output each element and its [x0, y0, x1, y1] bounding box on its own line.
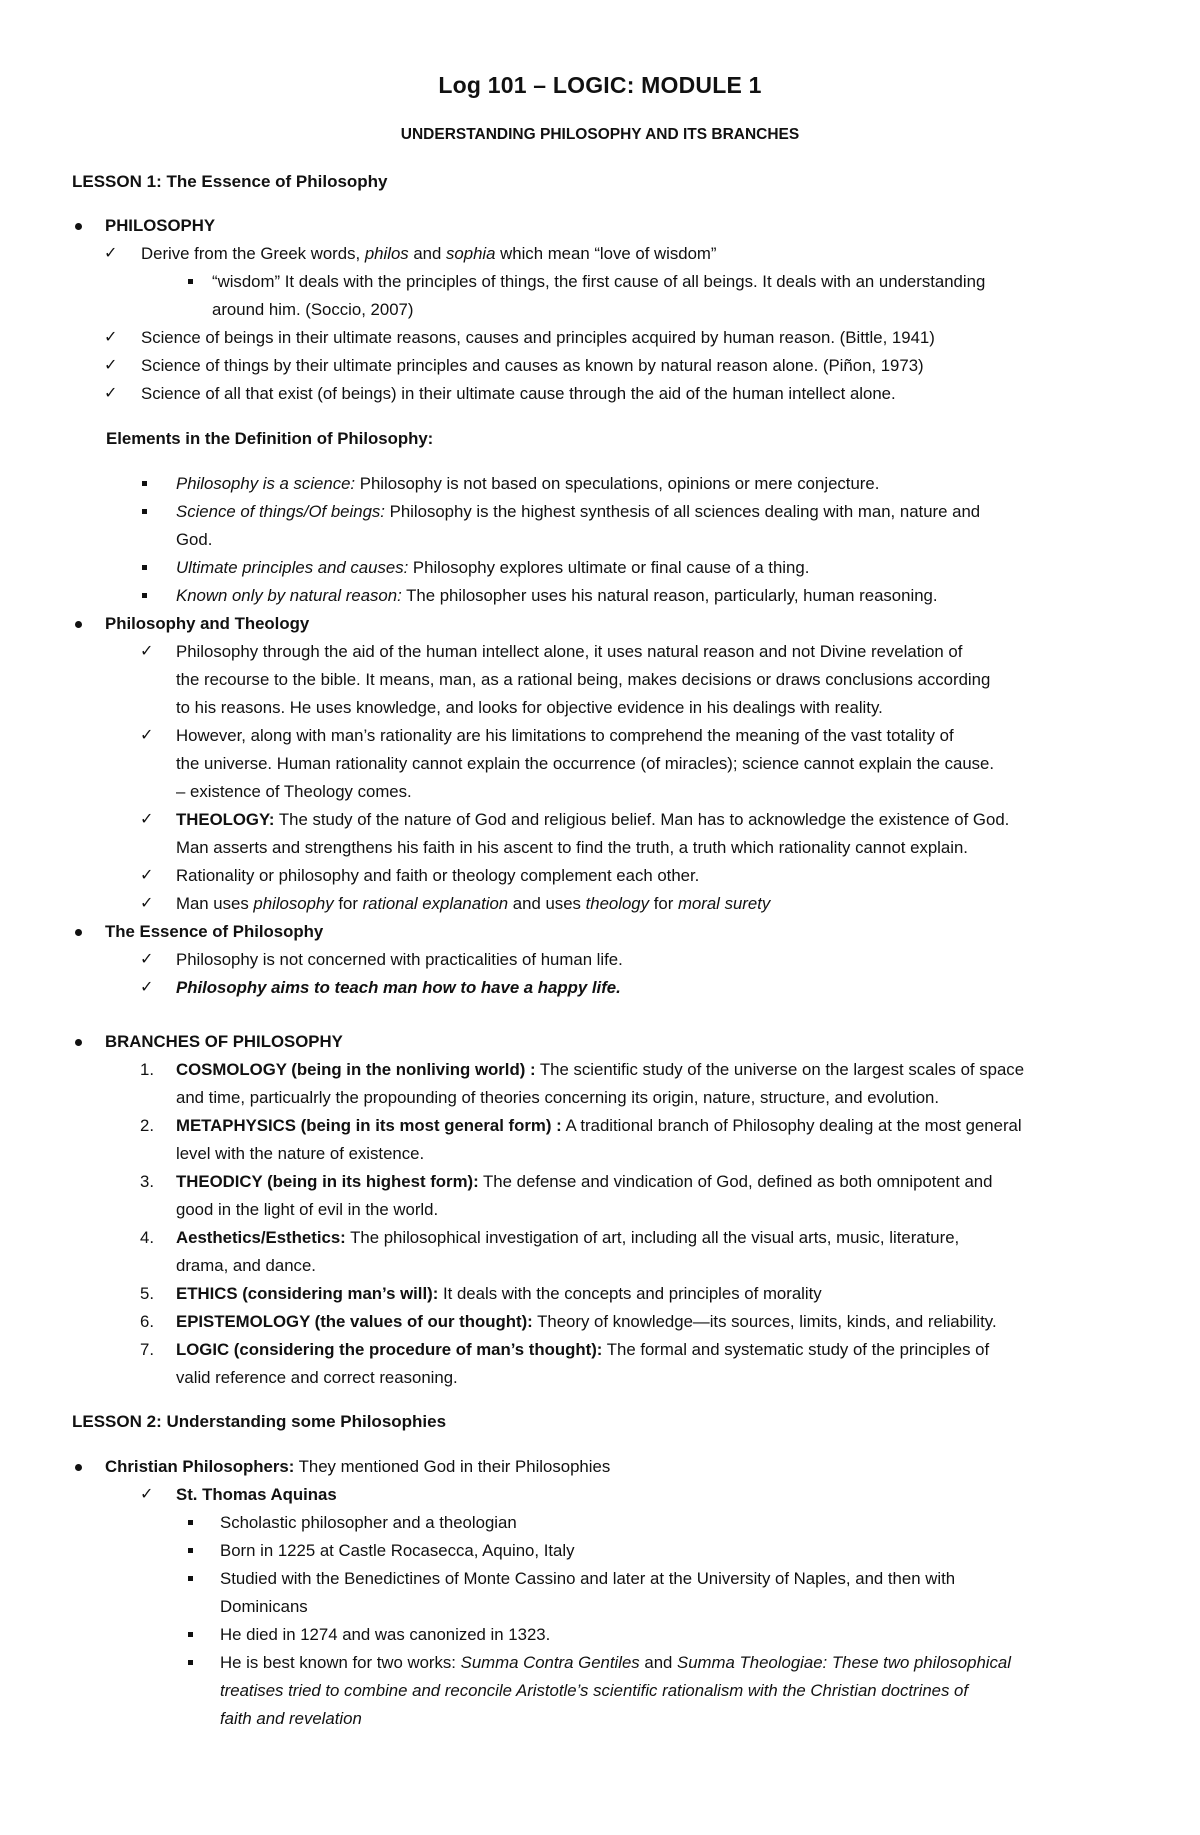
branch-7-line-2: valid reference and correct reasoning. [176, 1368, 458, 1387]
wisdom-line-1: “wisdom” It deals with the principles of things, the first cause of all beings. It deals with an understanding [212, 272, 986, 291]
theology-3-line-2: Man asserts and strengthens his faith in his ascent to find the truth, a truth which rationality cannot explain. [176, 838, 968, 857]
checkmark-icon: ✓ [104, 385, 118, 402]
aquinas-3-line-1: Studied with the Benedictines of Monte Cassino and later at the University of Naples, and then with [220, 1569, 956, 1588]
theology-2-line-1: However, along with man’s rationality are his limitations to comprehend the meaning of the vast totality of [176, 726, 954, 745]
branch-4-number: 4. [140, 1228, 154, 1247]
checkmark-icon: ✓ [104, 329, 118, 346]
theology-1-line-1: Philosophy through the aid of the human intellect alone, it uses natural reason and not Divine revelation of [176, 642, 963, 661]
element-3: Ultimate principles and causes: Philosophy explores ultimate or final cause of a thing. [176, 558, 810, 577]
essence-1: Philosophy is not concerned with practicalities of human life. [176, 950, 623, 969]
bullet-icon [75, 1464, 82, 1471]
branch-7-line-1: LOGIC (considering the procedure of man’s thought): The formal and systematic study of the principles of [176, 1340, 990, 1359]
square-bullet-icon [188, 1632, 193, 1637]
branch-2-number: 2. [140, 1116, 154, 1135]
square-bullet-icon [188, 1576, 193, 1581]
aquinas-1: Scholastic philosopher and a theologian [220, 1513, 517, 1532]
branch-3-line-1: THEODICY (being in its highest form): The defense and vindication of God, defined as both omnipotent and [176, 1172, 993, 1191]
branch-2-line-1: METAPHYSICS (being in its most general form) : A traditional branch of Philosophy dealing at the most general [176, 1116, 1022, 1135]
lesson-2-heading: LESSON 2: Understanding some Philosophies [72, 1412, 447, 1431]
checkmark-icon: ✓ [140, 1486, 154, 1503]
definition-2: Science of beings in their ultimate reasons, causes and principles acquired by human reason. (Bittle, 1941) [141, 328, 935, 347]
checkmark-icon: ✓ [140, 811, 154, 828]
aquinas-4: He died in 1274 and was canonized in 1323. [220, 1625, 551, 1644]
element-1: Philosophy is a science: Philosophy is not based on speculations, opinions or mere conjecture. [176, 474, 880, 493]
checkmark-icon: ✓ [140, 895, 154, 912]
branch-1-line-1: COSMOLOGY (being in the nonliving world) : The scientific study of the universe on the largest scales of space [176, 1060, 1025, 1079]
bullet-icon [75, 223, 82, 230]
aquinas-5-line-3: faith and revelation [220, 1709, 362, 1728]
theology-4: Rationality or philosophy and faith or theology complement each other. [176, 866, 700, 885]
branch-1-line-2: and time, particualrly the propounding of theories concerning its origin, nature, structure, and evolution. [176, 1088, 940, 1107]
philosophy-label: PHILOSOPHY [105, 216, 216, 235]
definition-3: Science of things by their ultimate principles and causes as known by natural reason alone. (Piñon, 1973) [141, 356, 924, 375]
theology-2-line-2: the universe. Human rationality cannot explain the occurrence (of miracles); science cannot explain the cause. [176, 754, 995, 773]
aquinas-2: Born in 1225 at Castle Rocasecca, Aquino, Italy [220, 1541, 575, 1560]
aquinas-3-line-2: Dominicans [220, 1597, 308, 1616]
theology-1-line-2: the recourse to the bible. It means, man, as a rational being, makes decisions or draws conclusions according [176, 670, 991, 689]
branch-6-line-1: EPISTEMOLOGY (the values of our thought): Theory of knowledge—its sources, limits, kinds, and reliability. [176, 1312, 997, 1331]
element-2-cont: God. [176, 530, 213, 549]
branch-3-number: 3. [140, 1172, 154, 1191]
square-bullet-icon [188, 1660, 193, 1665]
checkmark-icon: ✓ [140, 979, 154, 996]
bullet-icon [75, 621, 82, 628]
branch-5-number: 5. [140, 1284, 154, 1303]
square-bullet-icon [142, 509, 147, 514]
lesson-1-heading: LESSON 1: The Essence of Philosophy [72, 172, 388, 191]
theology-3-line-1: THEOLOGY: The study of the nature of God and religious belief. Man has to acknowledge the existence of God. [176, 810, 1010, 829]
square-bullet-icon [142, 593, 147, 598]
bullet-icon [75, 929, 82, 936]
branch-1-number: 1. [140, 1060, 154, 1079]
checkmark-icon: ✓ [140, 727, 154, 744]
aquinas-label: St. Thomas Aquinas [176, 1485, 337, 1504]
square-bullet-icon [188, 279, 193, 284]
branch-7-number: 7. [140, 1340, 154, 1359]
essence-label: The Essence of Philosophy [105, 922, 324, 941]
wisdom-line-2: around him. (Soccio, 2007) [212, 300, 414, 319]
elements-heading: Elements in the Definition of Philosophy: [106, 429, 434, 448]
square-bullet-icon [188, 1548, 193, 1553]
square-bullet-icon [142, 565, 147, 570]
christian-philosophers: Christian Philosophers: They mentioned God in their Philosophies [105, 1457, 611, 1476]
checkmark-icon: ✓ [104, 245, 118, 262]
element-2: Science of things/Of beings: Philosophy is the highest synthesis of all sciences dealing with man, nature and [176, 502, 981, 521]
theology-2-line-3: – existence of Theology comes. [176, 782, 412, 801]
branches-label: BRANCHES OF PHILOSOPHY [105, 1032, 343, 1051]
theology-1-line-3: to his reasons. He uses knowledge, and looks for objective evidence in his dealings with reality. [176, 698, 883, 717]
branch-6-number: 6. [140, 1312, 154, 1331]
branch-3-line-2: good in the light of evil in the world. [176, 1200, 439, 1219]
checkmark-icon: ✓ [140, 867, 154, 884]
branch-4-line-1: Aesthetics/Esthetics: The philosophical investigation of art, including all the visual arts, music, literature, [176, 1228, 960, 1247]
aquinas-5-line-1: He is best known for two works: Summa Contra Gentiles and Summa Theologiae: These two philosophical [220, 1653, 1011, 1672]
page-subtitle: UNDERSTANDING PHILOSOPHY AND ITS BRANCHES [400, 126, 800, 143]
theology-5: Man uses philosophy for rational explanation and uses theology for moral surety [176, 894, 771, 913]
branch-5-line-1: ETHICS (considering man’s will): It deals with the concepts and principles of morality [176, 1284, 822, 1303]
aquinas-5-line-2: treatises tried to combine and reconcile Aristotle’s scientific rationalism with the Christian doctrines of [220, 1681, 969, 1700]
branch-2-line-2: level with the nature of existence. [176, 1144, 425, 1163]
definition-4: Science of all that exist (of beings) in their ultimate cause through the aid of the human intellect alone. [141, 384, 896, 403]
element-4: Known only by natural reason: The philosopher uses his natural reason, particularly, human reasoning. [176, 586, 938, 605]
essence-2: Philosophy aims to teach man how to have a happy life. [176, 978, 621, 997]
checkmark-icon: ✓ [140, 643, 154, 660]
definition-1: Derive from the Greek words, philos and sophia which mean “love of wisdom” [141, 244, 717, 263]
checkmark-icon: ✓ [140, 951, 154, 968]
bullet-icon [75, 1039, 82, 1046]
page-title: Log 101 – LOGIC: MODULE 1 [438, 72, 762, 98]
square-bullet-icon [188, 1520, 193, 1525]
branch-4-line-2: drama, and dance. [176, 1256, 316, 1275]
square-bullet-icon [142, 481, 147, 486]
checkmark-icon: ✓ [104, 357, 118, 374]
theology-label: Philosophy and Theology [105, 614, 310, 633]
